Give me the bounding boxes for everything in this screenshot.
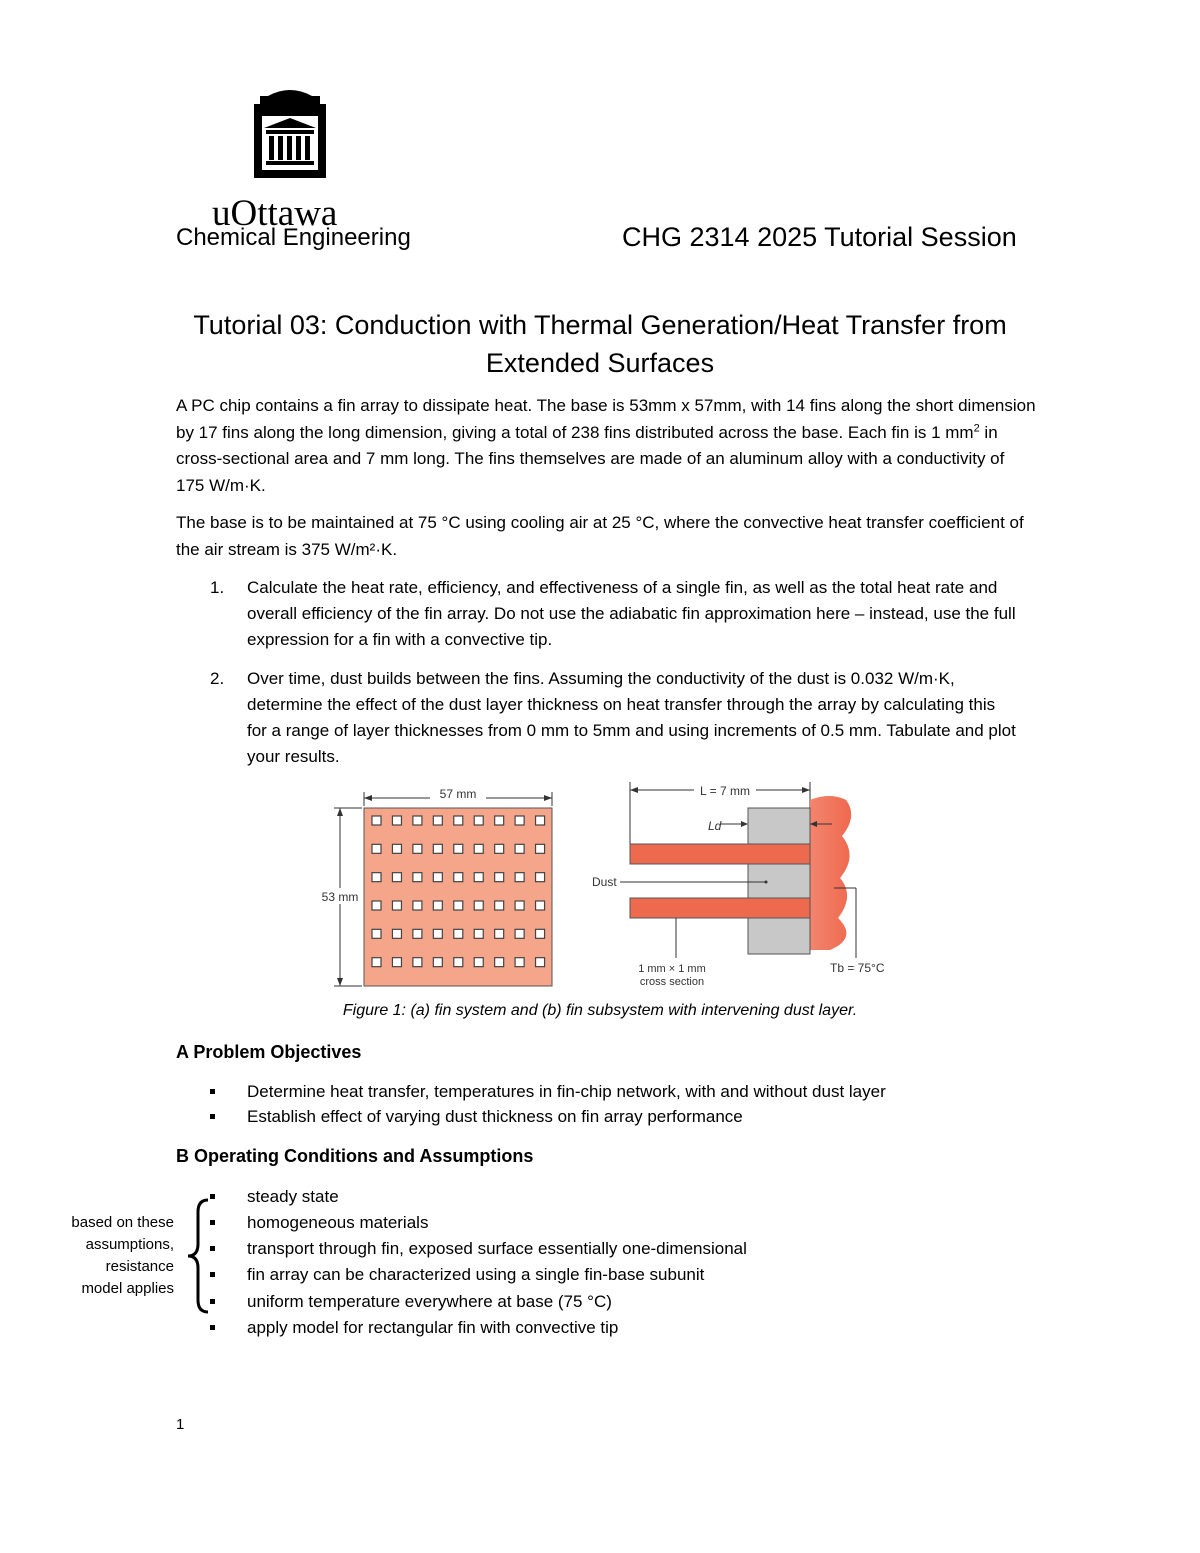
curly-brace-icon bbox=[186, 1198, 212, 1314]
intro-paragraph-2: The base is to be maintained at 75 °C using cooling air at 25 °C, where the convective heat transfer coefficient of the air stream is 375 W/m²·K. bbox=[176, 513, 1024, 559]
base-temperature-label: Tb = 75°C bbox=[830, 961, 885, 975]
fin-square bbox=[536, 901, 545, 910]
fin-square bbox=[392, 929, 401, 938]
fin-square bbox=[433, 958, 442, 967]
fin-square bbox=[433, 873, 442, 882]
fin-square bbox=[495, 873, 504, 882]
fin-square bbox=[454, 844, 463, 853]
question-text: Over time, dust builds between the fins. Assuming the conductivity of the dust is 0.032 W/m·K, determine the effect of the dust layer thickness on heat transfer through the array by calculating this for a range of layer thicknesses from 0 mm to 5mm and using increments of 0.5 mm. Tabulate and plot your results. bbox=[247, 669, 1016, 766]
fin-square bbox=[413, 844, 422, 853]
fin-square bbox=[372, 873, 381, 882]
bullet-icon bbox=[210, 1325, 215, 1330]
fin-square bbox=[433, 901, 442, 910]
height-dimension-label: 53 mm bbox=[321, 890, 359, 904]
fin-square bbox=[495, 901, 504, 910]
fin-square bbox=[392, 873, 401, 882]
fin-square bbox=[454, 873, 463, 882]
fin-square bbox=[392, 901, 401, 910]
fin-square bbox=[515, 816, 524, 825]
bullet-icon bbox=[210, 1089, 215, 1094]
fin-square bbox=[515, 901, 524, 910]
fin-square bbox=[413, 901, 422, 910]
logo-wordmark: uOttawa bbox=[212, 193, 338, 234]
fin-square bbox=[474, 873, 483, 882]
fin-square bbox=[454, 816, 463, 825]
fin-square bbox=[495, 958, 504, 967]
bullet-icon bbox=[210, 1114, 215, 1119]
fin-square bbox=[536, 929, 545, 938]
section-b-heading: B Operating Conditions and Assumptions bbox=[176, 1146, 534, 1166]
dust-label: Dust bbox=[592, 875, 617, 889]
fin-square bbox=[515, 929, 524, 938]
cross-section-label-2: cross section bbox=[639, 976, 705, 988]
fin-square bbox=[392, 958, 401, 967]
fin-square bbox=[392, 816, 401, 825]
fin-square bbox=[495, 929, 504, 938]
cross-section-label-1: 1 mm × 1 mm bbox=[638, 963, 706, 975]
fin-square bbox=[495, 844, 504, 853]
fin-square bbox=[433, 929, 442, 938]
fin-square bbox=[536, 958, 545, 967]
fin-square bbox=[413, 929, 422, 938]
question-number: 1. bbox=[210, 578, 225, 597]
width-dimension-label: 57 mm bbox=[439, 787, 477, 801]
fin-square bbox=[536, 816, 545, 825]
fin-square bbox=[372, 901, 381, 910]
fin-subsystem-view bbox=[592, 782, 885, 988]
dust-thickness-label: Ld bbox=[708, 819, 722, 833]
fin-square bbox=[515, 873, 524, 882]
fin-square bbox=[372, 816, 381, 825]
fin-system-figure bbox=[310, 778, 890, 993]
fin-square bbox=[495, 816, 504, 825]
fin-square bbox=[413, 958, 422, 967]
intro-paragraph-1: A PC chip contains a fin array to dissipate heat. The base is 53mm x 57mm, with 14 fins along the short dimension by 17 fins along the long dimension, giving a total of 238 fins distributed across the base. Each fin is 1 $mm^2$ in cross-sectional area and 7 mm long. The fins themselves are made of an aluminum alloy with a conductivity of 175 W/m·K. bbox=[176, 396, 1036, 495]
fin-square bbox=[536, 844, 545, 853]
question-text: Calculate the heat rate, efficiency, and effectiveness of a single fin, as well as the total heat rate and overall efficiency of the fin array. Do not use the adiabatic fin approximation here – instead, use the full expression for a fin with a convective tip. bbox=[247, 578, 1016, 649]
fin-square bbox=[454, 958, 463, 967]
document-title: Tutorial 03: Conduction with Thermal Generation/Heat Transfer from Extended Surfaces bbox=[193, 310, 1007, 378]
fin-square bbox=[474, 929, 483, 938]
fin-square bbox=[372, 958, 381, 967]
department-label: Chemical Engineering bbox=[176, 224, 411, 251]
course-label: CHG 2314 2025 Tutorial Session bbox=[622, 222, 1017, 252]
fin-square bbox=[515, 958, 524, 967]
fin-square bbox=[474, 816, 483, 825]
figure-caption: Figure 1: (a) fin system and (b) fin subsystem with intervening dust layer. bbox=[342, 1002, 858, 1019]
fin-square bbox=[372, 929, 381, 938]
fin-square bbox=[413, 873, 422, 882]
fin-square bbox=[413, 816, 422, 825]
fin-square bbox=[454, 901, 463, 910]
fin-square bbox=[474, 901, 483, 910]
section-a-heading: A Problem Objectives bbox=[176, 1042, 362, 1062]
fin-square bbox=[474, 844, 483, 853]
question-number: 2. bbox=[210, 669, 225, 688]
margin-note: based on these assumptions, resistance model applies bbox=[71, 1214, 174, 1297]
fin-square bbox=[392, 844, 401, 853]
fin-square bbox=[433, 844, 442, 853]
fin-square bbox=[474, 958, 483, 967]
fin-square bbox=[515, 844, 524, 853]
fin-square bbox=[433, 816, 442, 825]
fin-length-label: L = 7 mm bbox=[700, 784, 750, 798]
fin-square bbox=[536, 873, 545, 882]
page-number: 1 bbox=[176, 1416, 185, 1433]
fin-array-view bbox=[316, 786, 552, 986]
fin-square bbox=[454, 929, 463, 938]
fin-square bbox=[372, 844, 381, 853]
